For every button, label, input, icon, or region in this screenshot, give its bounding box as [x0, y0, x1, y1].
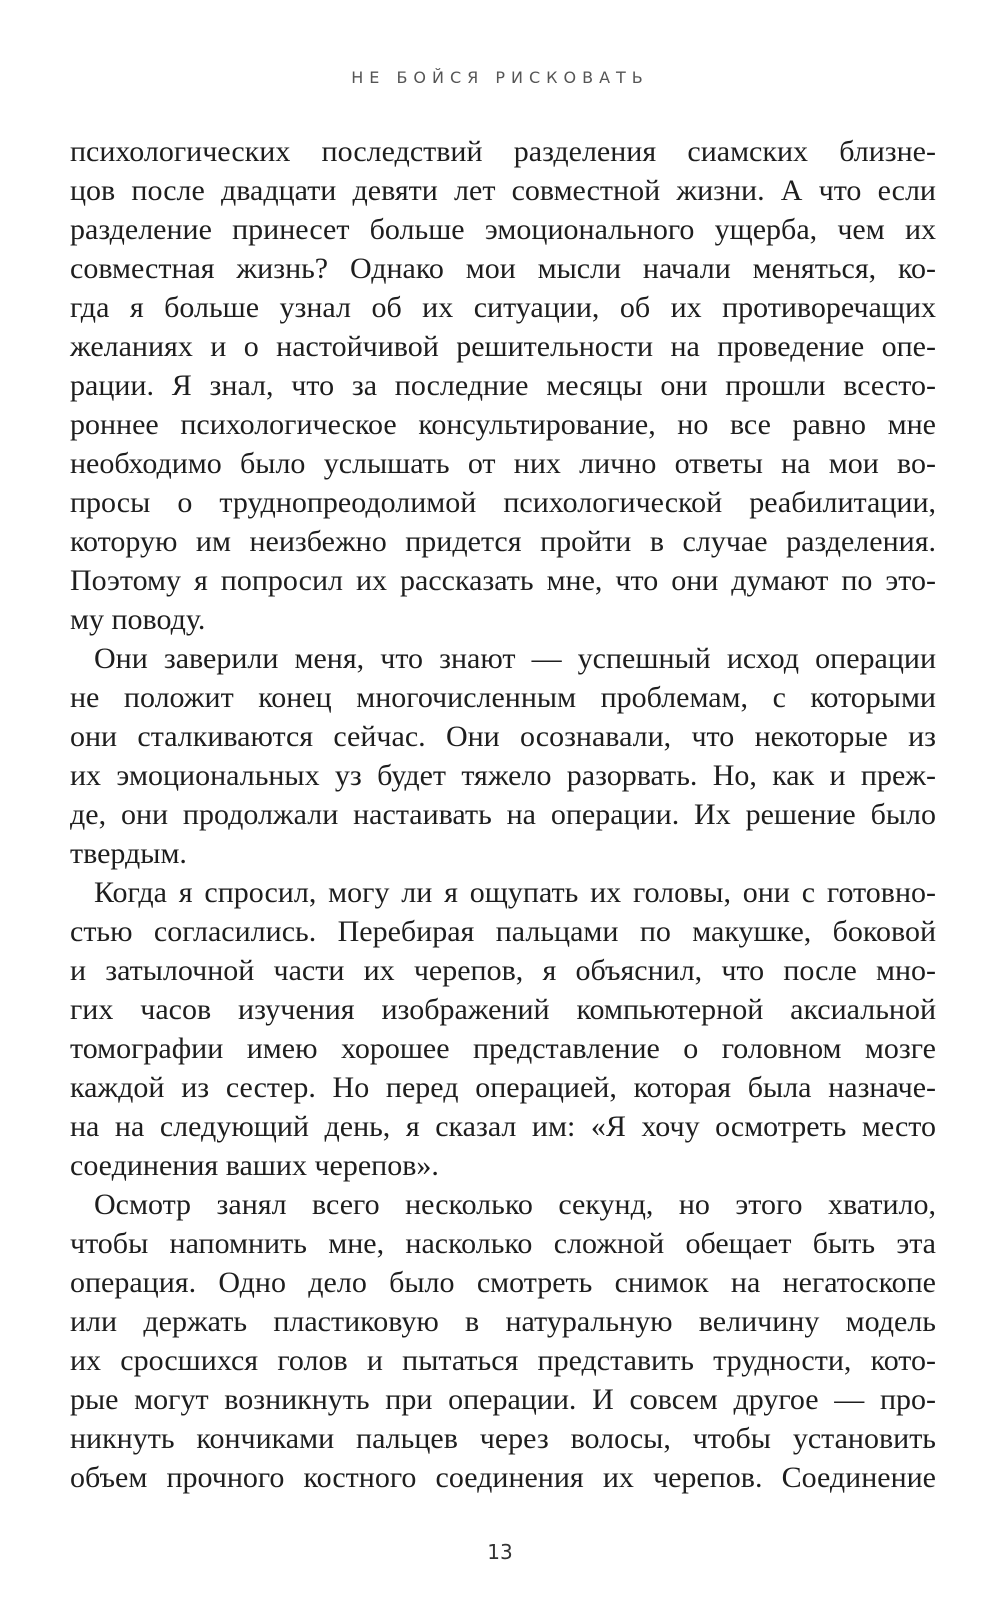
paragraph [70, 639, 936, 873]
text-line: желаниях и о настойчивой решительности на проведение опе- [70, 330, 936, 363]
text-line: совместная жизнь? Однако мои мысли начали меняться, ко- [70, 252, 936, 285]
paragraph [70, 873, 936, 1185]
text-line: на на следующий день, я сказал им: «Я хочу осмотреть место [70, 1110, 936, 1143]
paragraph [70, 132, 936, 639]
text-line: гих часов изучения изображений компьютерной аксиальной [70, 993, 936, 1026]
text-line: Они заверили меня, что знают — успешный исход операции [94, 642, 936, 675]
text-line: стью согласились. Перебирая пальцами по макушке, боковой [70, 915, 936, 948]
page-number: 13 [487, 1540, 513, 1564]
paragraph [70, 1185, 936, 1497]
text-line: гда я больше узнал об их ситуации, об их противоречащих [70, 291, 936, 324]
text-line: де, они продолжали настаивать на операции. Их решение было [70, 798, 936, 831]
running-head: НЕ БОЙСЯ РИСКОВАТЬ [351, 68, 649, 87]
text-line: психологических последствий разделения сиамских близне- [70, 135, 936, 168]
text-line: никнуть кончиками пальцев через волосы, чтобы установить [70, 1422, 936, 1455]
text-line: рые могут возникнуть при операции. И совсем другое — про- [70, 1383, 936, 1416]
body-text [70, 132, 936, 1497]
text-line: Поэтому я попросил их рассказать мне, что они думают по это- [70, 564, 936, 597]
text-line: роннее психологическое консультирование, но все равно мне [70, 408, 936, 441]
text-line: каждой из сестер. Но перед операцией, которая была назначе- [70, 1071, 936, 1104]
text-line: томографии имею хорошее представление о головном мозге [70, 1032, 936, 1065]
text-line: объем прочного костного соединения их черепов. Соединение [70, 1461, 936, 1494]
text-line: чтобы напомнить мне, насколько сложной обещает быть эта [70, 1227, 936, 1260]
text-line: разделение принесет больше эмоционального ущерба, чем их [70, 213, 936, 246]
text-line: твердым. [70, 837, 187, 870]
text-line: они сталкиваются сейчас. Они осознавали, что некоторые из [70, 720, 936, 753]
text-line: му поводу. [70, 603, 206, 636]
text-line: Когда я спросил, могу ли я ощупать их головы, они с готовно- [94, 876, 936, 909]
text-line: цов после двадцати девяти лет совместной жизни. А что если [70, 174, 936, 207]
text-line: и затылочной части их черепов, я объяснил, что после мно- [70, 954, 936, 987]
text-line: или держать пластиковую в натуральную величину модель [70, 1305, 936, 1338]
text-line: операция. Одно дело было смотреть снимок на негатоскопе [70, 1266, 936, 1299]
text-line: соединения ваших черепов». [70, 1149, 439, 1182]
text-line: Осмотр занял всего несколько секунд, но этого хватило, [94, 1188, 936, 1221]
text-line: их сросшихся голов и пытаться представить трудности, кото- [70, 1344, 936, 1377]
text-line: которую им неизбежно придется пройти в случае разделения. [70, 525, 936, 558]
text-line: необходимо было услышать от них лично ответы на мои во- [70, 447, 936, 480]
text-line: их эмоциональных уз будет тяжело разорвать. Но, как и преж- [70, 759, 936, 792]
text-line: рации. Я знал, что за последние месяцы они прошли всесто- [70, 369, 936, 402]
text-line: не положит конец многочисленным проблемам, с которыми [70, 681, 936, 714]
text-line: просы о труднопреодолимой психологической реабилитации, [70, 486, 936, 519]
